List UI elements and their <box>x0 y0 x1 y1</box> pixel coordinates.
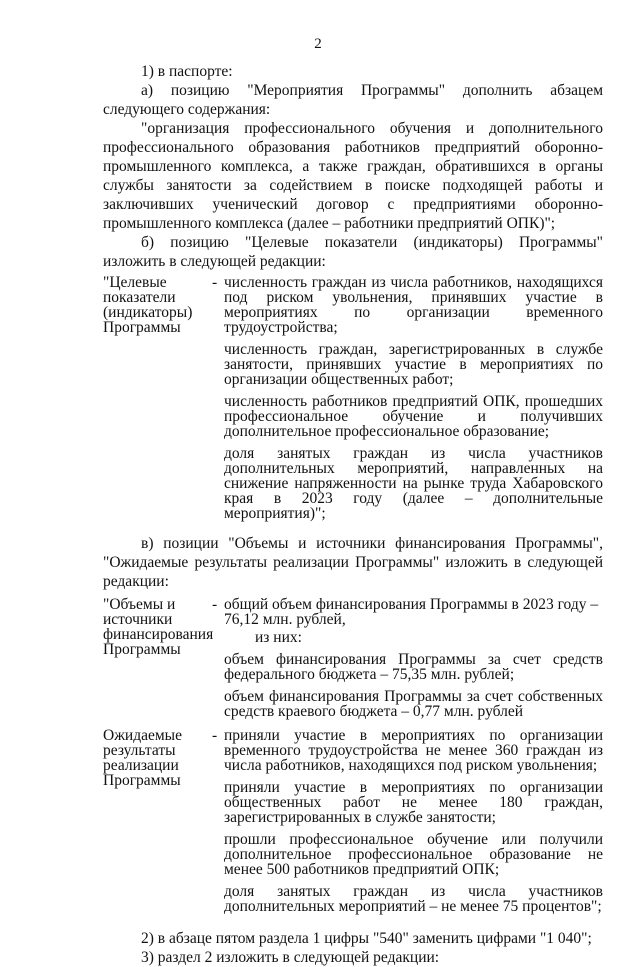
financing-label: "Объемы и источники финансирования Программы <box>103 596 214 658</box>
list-item <box>224 342 603 387</box>
list-item <box>212 596 603 628</box>
indicators-section <box>103 275 603 528</box>
document-body <box>103 62 603 967</box>
list-item <box>224 832 603 877</box>
paragraph-quote-activities: "организация профессионального обучения и дополнительного профессионального образования работников предприятий оборонно-промышленного комплекса, а также граждан, обратившихся в органы службы занятости за содействием в поиске подходящей работы и заключивших ученический договор с предприятиями оборонно-промышленного комплекса (далее – работники предприятий ОПК)"; <box>103 120 603 232</box>
paragraph-3: 3) раздел 2 изложить в следующей редакции: <box>141 949 440 966</box>
list-item <box>224 780 603 825</box>
indicator-text: доля занятых граждан из числа участников дополнительных мероприятий, направленных на снижение напряженности на рынке труда Хабаровского края в 2023 году (далее – дополнительные мероприятия)"; <box>224 445 603 522</box>
paragraph-a: а) позицию "Мероприятия Программы" дополнить абзацем следующего содержания: <box>103 82 603 118</box>
indicators-label: "Целевые показатели (индикаторы) Программы <box>103 274 193 336</box>
list-item <box>224 394 603 439</box>
list-item <box>224 689 603 719</box>
paragraph-2: 2) в абзаце пятом раздела 1 цифры "540" заменить цифрами "1 040"; <box>141 930 592 947</box>
indicator-text: численность граждан, зарегистрированных в службе занятости, принявших участие в мероприятиях по организации общественных работ; <box>224 341 603 388</box>
result-text: приняли участие в мероприятиях по организации общественных работ не менее 180 граждан, зарегистрированных в службе занятости; <box>224 779 603 826</box>
list-dash: - <box>212 596 218 613</box>
result-text: приняли участие в мероприятиях по организации временного трудоустройства не менее 360 граждан из числа работников, находящихся под риском увольнения; <box>224 727 603 774</box>
list-item <box>224 446 603 521</box>
list-item <box>224 652 603 682</box>
list-dash: - <box>212 727 218 744</box>
list-item <box>224 630 603 645</box>
page-number: 2 <box>314 36 322 52</box>
list-item <box>212 727 603 774</box>
financing-total: общий объем финансирования Программы в 2023 году – 76,12 млн. рублей, <box>224 596 599 628</box>
paragraph-c: в) позиции "Объемы и источники финансирования Программы", "Ожидаемые результаты реализации Программы" изложить в следующей редакции: <box>103 535 603 590</box>
indicators-items <box>212 274 603 528</box>
list-item <box>212 274 603 336</box>
list-dash: - <box>212 274 218 291</box>
financing-text: объем финансирования Программы за счет собственных средств краевого бюджета – 0,77 млн. рублей <box>224 688 603 720</box>
financing-text: объем финансирования Программы за счет средств федерального бюджета – 75,35 млн. рублей; <box>224 651 603 683</box>
result-text: доля занятых граждан из числа участников дополнительных мероприятий – не менее 75 процентов"; <box>224 883 603 915</box>
list-item <box>224 884 603 914</box>
paragraph-b: б) позицию "Целевые показатели (индикаторы) Программы" изложить в следующей редакции: <box>103 234 603 270</box>
financing-of-them: из них: <box>255 629 302 646</box>
paragraph-passport: 1) в паспорте: <box>141 63 233 80</box>
results-section <box>103 728 603 921</box>
results-label: Ожидаемые результаты реализации Программы <box>103 727 182 789</box>
indicator-text: численность граждан из числа работников, находящихся под риском увольнения, принявших участие в мероприятиях по организации временного трудоустройства; <box>224 274 603 336</box>
indicator-text: численность работников предприятий ОПК, прошедших профессиональное обучение и получивших дополнительное профессиональное образование; <box>224 393 603 440</box>
financing-items <box>212 596 603 726</box>
result-text: прошли профессиональное обучение или получили дополнительное профессиональное образование не менее 500 работников предприятий ОПК; <box>224 831 603 878</box>
results-items <box>212 727 603 921</box>
financing-section <box>103 597 603 726</box>
